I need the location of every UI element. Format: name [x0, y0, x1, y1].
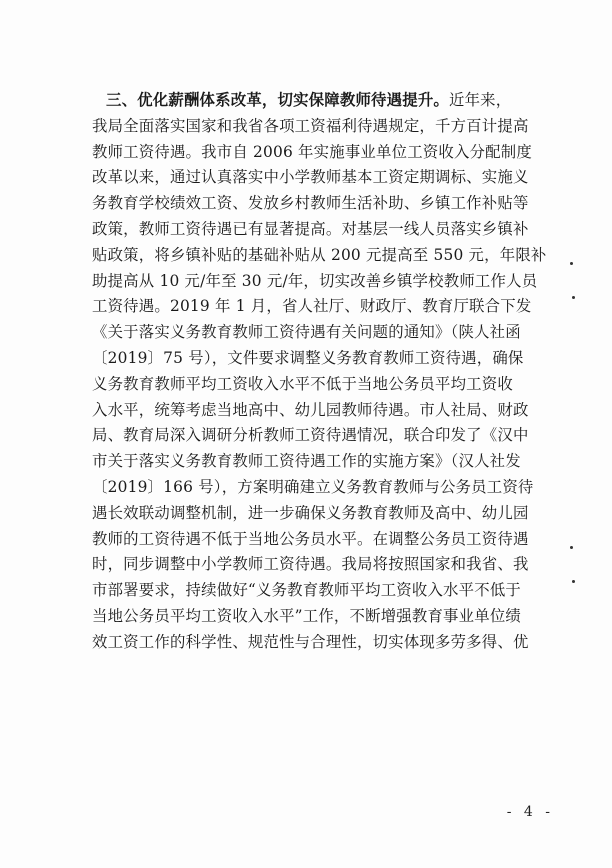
text-line: 务教育学校绩效工资、发放乡村教师生活补助、乡镇工作补贴等 — [92, 194, 529, 213]
text-line: 教师的工资待遇不低于当地公务员水平。在调整公务员工资待遇 — [92, 529, 529, 548]
text-line: 义务教育教师平均工资收入水平不低于当地公务员平均工资收 — [92, 374, 513, 393]
section-heading: 三、优化薪酬体系改革，切实保障教师待遇提升。 — [106, 91, 449, 109]
text-line: 入水平，统筹考虑当地高中、幼儿园教师待遇。市人社局、财政 — [92, 400, 529, 419]
text-line: 〔2019〕75 号），文件要求调整义务教育教师工资待遇，确保 — [92, 348, 524, 367]
binding-hole-mark — [572, 296, 575, 299]
document-body — [92, 88, 556, 656]
text-line: 助提高从 10 元/年至 30 元/年，切实改善乡镇学校教师工作人员 — [92, 271, 538, 290]
text-line: 局、教育局深入调研分析教师工资待遇情况，联合印发了《汉中 — [92, 426, 529, 445]
text-line: 〔2019〕166 号），方案明确建立义务教育教师与公务员工资待 — [92, 477, 534, 496]
text-line: 遇长效联动调整机制，进一步确保义务教育教师及高中、幼儿园 — [92, 503, 529, 522]
text-line: 教师工资待遇。我市自 2006 年实施事业单位工资收入分配制度 — [92, 142, 532, 161]
page-number: - 4 - — [506, 804, 554, 820]
binding-hole-mark — [572, 580, 575, 583]
text-line: 效工资工作的科学性、规范性与合理性，切实体现多劳多得、优 — [92, 632, 529, 651]
text-line: 《关于落实义务教育教师工资待遇有关问题的通知》（陕人社函 — [92, 323, 521, 342]
first-line — [92, 88, 556, 114]
binding-hole-mark — [570, 262, 573, 265]
text-line: 我局全面落实国家和我省各项工资福利待遇规定，千方百计提高 — [92, 116, 529, 135]
text-line: 工资待遇。2019 年 1 月，省人社厅、财政厅、教育厅联合下发 — [92, 297, 532, 316]
text-line: 时，同步调整中小学教师工资待遇。我局将按照国家和我省、我 — [92, 555, 529, 574]
text-line: 贴政策，将乡镇补贴的基础补贴从 200 元提高至 550 元，年限补 — [92, 245, 547, 264]
text-line: 市部署要求，持续做好“义务教育教师平均工资收入水平不低于 — [92, 581, 522, 600]
text-line: 市关于落实义务教育教师工资待遇工作的实施方案》（汉人社发 — [92, 452, 521, 471]
text-line: 当地公务员平均工资收入水平”工作，不断增强教育事业单位绩 — [92, 606, 522, 625]
binding-hole-mark — [570, 546, 573, 549]
text-line: 改革以来，通过认真落实中小学教师基本工资定期调标、实施义 — [92, 168, 529, 187]
text-line: 近年来， — [449, 91, 512, 109]
text-line: 政策，教师工资待遇已有显著提高。对基层一线人员落实乡镇补 — [92, 219, 529, 238]
